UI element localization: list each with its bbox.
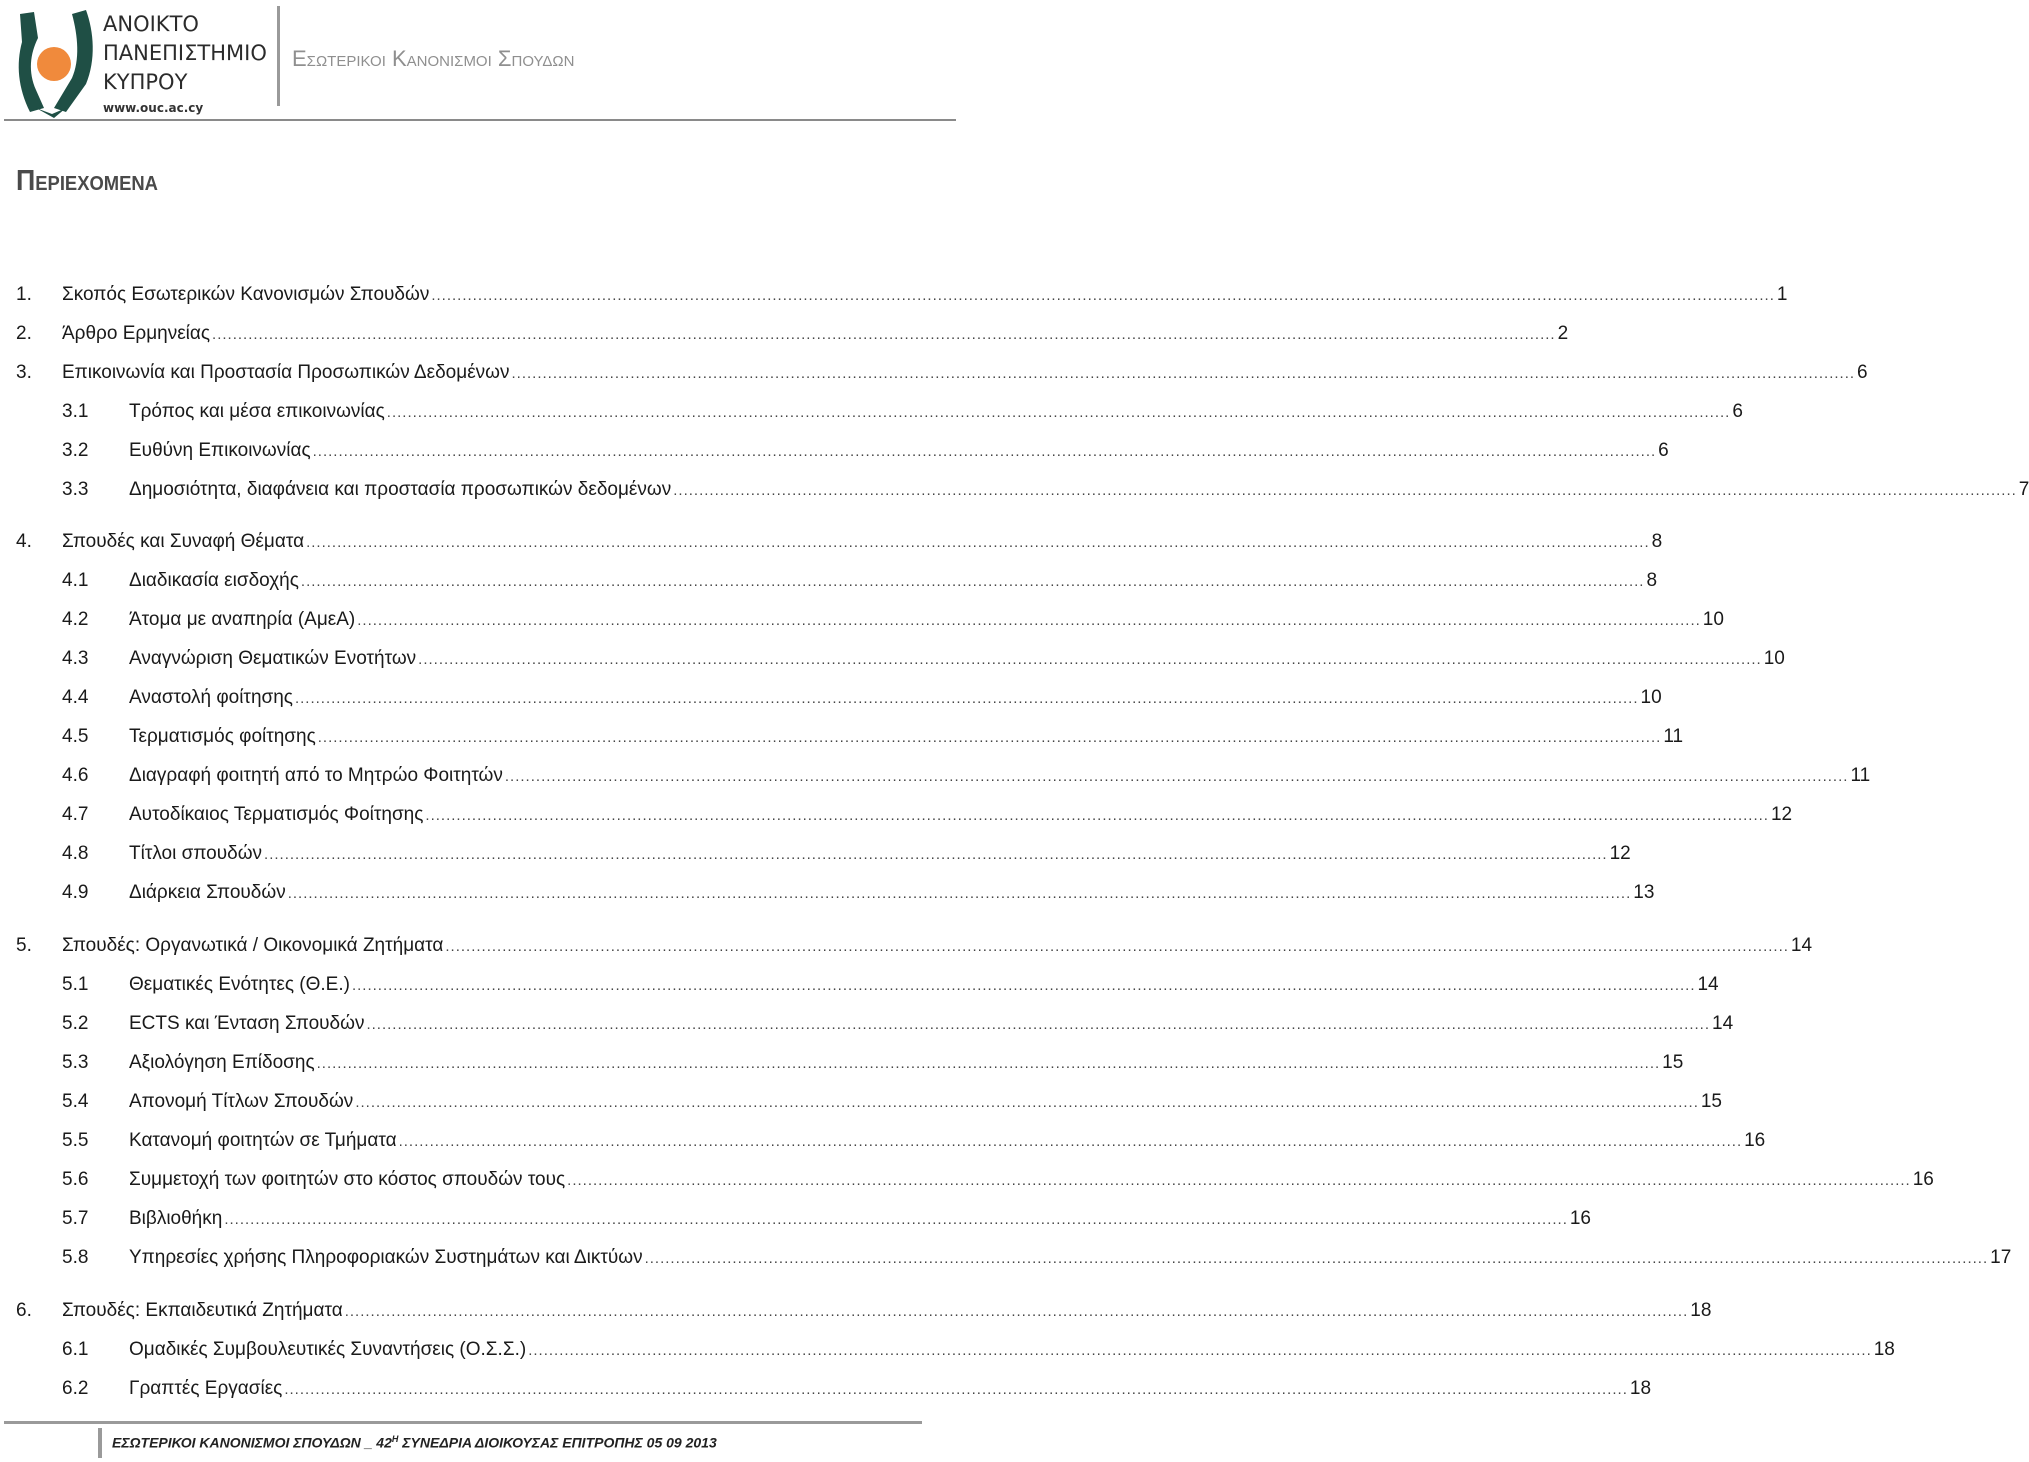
toc-dot-leader: ....................................................................................................................................................................................................................................................................	[673, 482, 2017, 499]
toc-entry-title: Θεματικές Ενότητες (Θ.Ε.)	[129, 974, 350, 995]
logo-line-3: ΚΥΠΡΟΥ	[103, 70, 188, 94]
toc-entry-number: 5.2	[62, 1013, 89, 1034]
toc-entry-title: Ευθύνη Επικοινωνίας	[129, 440, 311, 461]
toc-entry-number: 5.3	[62, 1052, 89, 1073]
toc-entry-title: Σπουδές και Συναφή Θέματα	[62, 531, 305, 552]
toc-entry-line	[129, 1010, 1734, 1039]
toc-entry-line	[129, 398, 1743, 427]
toc-entry-line	[129, 645, 1785, 674]
toc-entry-line	[62, 528, 1663, 557]
toc-entry-number: 5.7	[62, 1208, 89, 1229]
toc-entry-page: 7	[2018, 479, 2029, 500]
toc-entry-page: 10	[1763, 648, 1785, 669]
toc-dot-leader: ....................................................................................................................................................................................................................................................................	[344, 1303, 1689, 1320]
toc-dot-leader: ....................................................................................................................................................................................................................................................................	[300, 573, 1645, 590]
toc-entry-page: 10	[1640, 687, 1662, 708]
toc-entry[interactable]	[0, 840, 1631, 868]
toc-entry-title: Σπουδές: Οργανωτικά / Οικονομικά Ζητήματα	[62, 935, 444, 956]
logo-wordmark	[103, 10, 267, 115]
toc-dot-leader: ....................................................................................................................................................................................................................................................................	[264, 846, 1608, 863]
toc-dot-leader: ....................................................................................................................................................................................................................................................................	[528, 1342, 1872, 1359]
footer-bar	[98, 1428, 102, 1458]
toc-dot-leader: ....................................................................................................................................................................................................................................................................	[644, 1250, 1989, 1267]
toc-entry-number: 4.5	[62, 726, 89, 747]
toc-dot-leader: ....................................................................................................................................................................................................................................................................	[287, 885, 1632, 902]
toc-entry[interactable]	[0, 762, 1871, 790]
footer-superscript: Η	[391, 1434, 399, 1444]
toc-dot-leader: ....................................................................................................................................................................................................................................................................	[212, 326, 1556, 343]
toc-entry-page: 12	[1609, 843, 1631, 864]
logo-line-2: ΠΑΝΕΠΙΣΤΗΜΙΟ	[103, 41, 267, 65]
toc-entry-page: 13	[1633, 882, 1655, 903]
toc-dot-leader: ....................................................................................................................................................................................................................................................................	[366, 1016, 1710, 1033]
toc-entry-number: 4.2	[62, 609, 89, 630]
toc-entry-line	[62, 932, 1813, 961]
toc-entry-number: 6.2	[62, 1378, 89, 1399]
toc-entry-line	[129, 567, 1658, 596]
toc-entry-line	[129, 762, 1871, 791]
toc-entry-page: 10	[1702, 609, 1724, 630]
toc-entry[interactable]	[0, 971, 1719, 999]
toc-entry-title: Αξιολόγηση Επίδοσης	[129, 1052, 315, 1073]
toc-entry-title: Διαδικασία εισδοχής	[129, 570, 299, 591]
toc-entry-number: 4.3	[62, 648, 89, 669]
toc-dot-leader: ....................................................................................................................................................................................................................................................................	[224, 1211, 1568, 1228]
toc-entry[interactable]	[0, 684, 1662, 712]
footer-text-main: ΕΣΩΤΕΡΙΚΟΙ ΚΑΝΟΝΙΣΜΟΙ ΣΠΟΥΔΩΝ _ 42	[112, 1434, 392, 1451]
toc-entry-number: 6.1	[62, 1339, 89, 1360]
toc-entry-title: Αναγνώριση Θεματικών Ενοτήτων	[129, 648, 417, 669]
toc-entry-line	[129, 437, 1669, 466]
toc-dot-leader: ....................................................................................................................................................................................................................................................................	[418, 651, 1762, 668]
toc-entry[interactable]	[0, 1244, 2012, 1272]
toc-entry-page: 1	[1776, 284, 1788, 305]
toc-entry-line	[129, 723, 1684, 752]
toc-entry-number: 1.	[16, 284, 32, 305]
toc-entry-page: 16	[1569, 1208, 1591, 1229]
toc-entry[interactable]	[0, 932, 1813, 960]
toc-entry-number: 3.	[16, 362, 32, 383]
toc-entry-number: 3.1	[62, 401, 89, 422]
toc-dot-leader: ....................................................................................................................................................................................................................................................................	[504, 768, 1849, 785]
toc-entry-page: 18	[1690, 1300, 1712, 1321]
toc-entry-line	[62, 320, 1569, 349]
footer-text-rest: ΣΥΝΕΔΡΙΑ ΔΙΟΙΚΟΥΣΑΣ ΕΠΙΤΡΟΠΗΣ 05 09 2013	[398, 1434, 717, 1451]
toc-dot-leader: ....................................................................................................................................................................................................................................................................	[312, 443, 1657, 460]
toc-entry-number: 4.8	[62, 843, 89, 864]
toc-entry-number: 4.6	[62, 765, 89, 786]
toc-dot-leader: ....................................................................................................................................................................................................................................................................	[306, 534, 1650, 551]
toc-entry[interactable]	[0, 1297, 1712, 1325]
toc-dot-leader: ....................................................................................................................................................................................................................................................................	[425, 807, 1769, 824]
toc-entry-title: Βιβλιοθήκη	[129, 1208, 223, 1229]
toc-entry-line	[129, 879, 1655, 908]
toc-entry-line	[129, 971, 1719, 1000]
toc-entry[interactable]	[0, 1010, 1734, 1038]
toc-entry-number: 4.7	[62, 804, 89, 825]
toc-entry[interactable]	[0, 528, 1663, 556]
toc-entry-number: 4.1	[62, 570, 89, 591]
toc-entry-line	[129, 1336, 1895, 1365]
toc-entry-line	[62, 281, 1788, 310]
toc-entry-title: Συμμετοχή των φοιτητών στο κόστος σπουδών τους	[129, 1169, 566, 1190]
toc-dot-leader: ....................................................................................................................................................................................................................................................................	[431, 287, 1775, 304]
toc-entry-title: Άτομα με αναπηρία (ΑμεΑ)	[129, 609, 356, 630]
toc-entry-page: 14	[1712, 1013, 1734, 1034]
toc-dot-leader: ....................................................................................................................................................................................................................................................................	[351, 977, 1696, 994]
toc-entry-page: 15	[1700, 1091, 1722, 1112]
toc-dot-leader: ....................................................................................................................................................................................................................................................................	[294, 690, 1639, 707]
header-title	[292, 46, 574, 72]
logo-line-1: ΑΝΟΙΚΤΟ	[103, 12, 199, 36]
toc-entry-title: Τερματισμός φοίτησης	[129, 726, 316, 747]
toc-dot-leader: ....................................................................................................................................................................................................................................................................	[567, 1172, 1911, 1189]
header-divider	[277, 6, 280, 106]
toc-entry-title: ECTS και Ένταση Σπουδών	[129, 1013, 365, 1034]
toc-entry[interactable]	[0, 723, 1684, 751]
header-title-text: Εσωτερικοι Κανονισμοι Σπουδων	[292, 46, 575, 71]
toc-entry-page: 11	[1850, 765, 1871, 786]
toc-entry[interactable]	[0, 879, 1655, 907]
toc-entry[interactable]	[0, 398, 1743, 426]
toc-entry-line	[129, 840, 1631, 869]
toc-entry[interactable]	[0, 320, 1569, 348]
toc-entry-number: 5.5	[62, 1130, 89, 1151]
toc-entry-line	[129, 801, 1793, 830]
toc-entry[interactable]	[0, 1375, 1652, 1403]
toc-entry-title: Γραπτές Εργασίες	[129, 1378, 283, 1399]
toc-entry-number: 5.6	[62, 1169, 89, 1190]
toc-entry-page: 15	[1662, 1052, 1684, 1073]
toc-entry-page: 11	[1663, 726, 1684, 747]
toc-entry-page: 18	[1629, 1378, 1652, 1399]
toc-entry[interactable]	[0, 645, 1785, 673]
toc-dot-leader: ....................................................................................................................................................................................................................................................................	[386, 404, 1731, 421]
toc-entry[interactable]	[0, 476, 2029, 504]
toc-entry-title: Απονομή Τίτλων Σπουδών	[129, 1091, 354, 1112]
toc-entry[interactable]	[0, 1166, 1934, 1194]
toc-entry-number: 5.4	[62, 1091, 89, 1112]
toc-entry-number: 5.8	[62, 1247, 89, 1268]
toc-dot-leader: ....................................................................................................................................................................................................................................................................	[398, 1133, 1743, 1150]
toc-entry-line	[129, 1375, 1652, 1404]
toc-entry-number: 2.	[16, 323, 32, 344]
toc-entry[interactable]	[0, 1049, 1684, 1077]
toc-entry-line	[129, 606, 1724, 635]
toc-entry-page: 12	[1770, 804, 1793, 825]
toc-entry-number: 5.	[16, 935, 32, 956]
toc-entry-number: 4.4	[62, 687, 89, 708]
toc-entry-number: 4.	[16, 531, 32, 552]
toc-entry[interactable]	[0, 359, 1868, 387]
toc-entry-title: Αυτοδίκαιος Τερματισμός Φοίτησης	[129, 804, 424, 825]
toc-entry-page: 14	[1697, 974, 1719, 995]
toc-entry-page: 2	[1557, 323, 1569, 344]
toc-entry-title: Διαγραφή φοιτητή από το Μητρώο Φοιτητών	[129, 765, 503, 786]
toc-entry-title: Ομαδικές Συμβουλευτικές Συναντήσεις (Ο.Σ.Σ.)	[129, 1339, 527, 1360]
toc-entry-line	[129, 1166, 1934, 1195]
toc-entry-line	[129, 476, 2029, 505]
toc-entry[interactable]	[0, 1336, 1895, 1364]
toc-entry[interactable]	[0, 1205, 1591, 1233]
toc-entry-line	[129, 684, 1662, 713]
toc-entry-title: Τρόπος και μέσα επικοινωνίας	[129, 401, 385, 422]
toc-dot-leader: ....................................................................................................................................................................................................................................................................	[511, 365, 1856, 382]
toc-dot-leader: ....................................................................................................................................................................................................................................................................	[357, 612, 1701, 629]
toc-entry-number: 4.9	[62, 882, 89, 903]
toc-dot-leader: ....................................................................................................................................................................................................................................................................	[316, 1055, 1661, 1072]
logo-url: www.ouc.ac.cy	[103, 101, 204, 115]
toc-entry-title: Υπηρεσίες χρήσης Πληροφοριακών Συστημάτων και Δικτύων	[129, 1247, 643, 1268]
toc-entry-title: Κατανομή φοιτητών σε Τμήματα	[129, 1130, 397, 1151]
toc-entry-page: 6	[1732, 401, 1743, 422]
toc-heading-text: Περιεχομενα	[16, 165, 158, 197]
university-logo-icon	[14, 8, 100, 118]
toc-entry-line	[62, 359, 1868, 388]
toc-entry-title: Άρθρο Ερμηνείας	[62, 323, 211, 344]
toc-heading	[16, 165, 158, 198]
footer-text	[112, 1434, 717, 1451]
toc-entry[interactable]	[0, 1088, 1722, 1116]
toc-entry-line	[129, 1205, 1591, 1234]
toc-entry-title: Δημοσιότητα, διαφάνεια και προστασία προσωπικών δεδομένων	[129, 479, 672, 500]
toc-entry-number: 5.1	[62, 974, 89, 995]
toc-entry-line	[129, 1049, 1684, 1078]
toc-entry-page: 16	[1744, 1130, 1766, 1151]
toc-entry-number: 6.	[16, 1300, 32, 1321]
toc-entry[interactable]	[0, 801, 1793, 829]
toc-dot-leader: ....................................................................................................................................................................................................................................................................	[445, 938, 1789, 955]
toc-entry-title: Σπουδές: Εκπαιδευτικά Ζητήματα	[62, 1300, 343, 1321]
toc-entry-line	[129, 1127, 1766, 1156]
page-header	[0, 0, 960, 124]
toc-dot-leader: ....................................................................................................................................................................................................................................................................	[317, 729, 1662, 746]
toc-entry[interactable]	[0, 1127, 1766, 1155]
toc-entry-title: Επικοινωνία και Προστασία Προσωπικών Δεδομένων	[62, 362, 510, 383]
toc-entry-page: 16	[1912, 1169, 1934, 1190]
toc-entry[interactable]	[0, 437, 1669, 465]
toc-entry-title: Τίτλοι σπουδών	[129, 843, 263, 864]
toc-entry-title: Διάρκεια Σπουδών	[129, 882, 286, 903]
toc-entry-line	[129, 1244, 2012, 1273]
toc-dot-leader: ....................................................................................................................................................................................................................................................................	[284, 1381, 1628, 1398]
toc-entry-page: 6	[1857, 362, 1868, 383]
toc-entry[interactable]	[0, 567, 1658, 595]
toc-entry-line	[62, 1297, 1712, 1326]
footer-rule	[4, 1421, 922, 1424]
toc-entry-page: 18	[1873, 1339, 1895, 1360]
toc-entry-title: Σκοπός Εσωτερικών Κανονισμών Σπουδών	[62, 284, 430, 305]
toc-entry[interactable]	[0, 281, 1788, 309]
toc-entry-page: 14	[1790, 935, 1813, 956]
toc-entry-number: 3.3	[62, 479, 89, 500]
toc-entry-number: 3.2	[62, 440, 89, 461]
header-rule	[4, 119, 956, 121]
toc-entry-line	[129, 1088, 1722, 1117]
toc-entry-page: 17	[1990, 1247, 2012, 1268]
toc-entry-page: 6	[1658, 440, 1669, 461]
toc-entry-title: Αναστολή φοίτησης	[129, 687, 293, 708]
toc-entry-page: 8	[1651, 531, 1663, 552]
toc-dot-leader: ....................................................................................................................................................................................................................................................................	[355, 1094, 1699, 1111]
toc-entry-page: 8	[1646, 570, 1658, 591]
toc-entry[interactable]	[0, 606, 1724, 634]
